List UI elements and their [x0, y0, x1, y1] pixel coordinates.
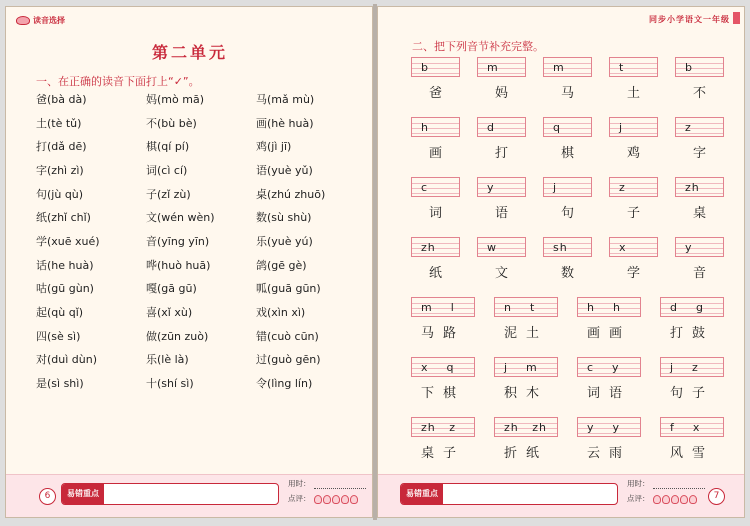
hanzi-label: 文: [494, 266, 508, 281]
pinyin-writing-box[interactable]: j m: [494, 357, 558, 377]
apple-icon: [314, 495, 322, 504]
choice-item[interactable]: 句(jù qù): [36, 187, 84, 201]
choice-item[interactable]: 画(hè huà): [256, 116, 314, 130]
pinyin-writing-box[interactable]: zh zh: [494, 417, 558, 437]
syllable-item: [609, 117, 658, 161]
pinyin-writing-box[interactable]: h: [411, 117, 460, 137]
choice-row: [36, 277, 356, 301]
page-number: 6: [39, 488, 56, 505]
syllable-item: [609, 237, 658, 281]
hanzi-label: 下棋: [420, 386, 465, 401]
syllable-item: [675, 117, 724, 161]
choice-item[interactable]: 数(sù shù): [256, 211, 312, 225]
syllable-row: [411, 357, 736, 417]
choice-item[interactable]: 文(wén wèn): [146, 211, 215, 225]
hanzi-label: 桌子: [420, 446, 465, 461]
choice-item[interactable]: 字(zhì zì): [36, 163, 84, 177]
choice-item[interactable]: 打(dǎ dē): [36, 140, 87, 154]
hanzi-label: 句子: [669, 386, 714, 401]
right-page: [377, 6, 745, 518]
pinyin-writing-box[interactable]: zh: [675, 177, 724, 197]
pinyin-writing-box[interactable]: w: [477, 237, 526, 257]
choice-row: [36, 111, 356, 135]
pinyin-writing-box[interactable]: c y: [577, 357, 641, 377]
choice-item[interactable]: 土(tè tǔ): [36, 116, 82, 130]
choice-item[interactable]: 嘎(gā gū): [146, 282, 197, 296]
brand-header: [16, 15, 65, 26]
syllable-row: [411, 57, 736, 117]
hanzi-label: 词语: [586, 386, 631, 401]
error-notes-box[interactable]: [61, 483, 279, 505]
hanzi-label: 土: [626, 86, 640, 101]
syllable-row: [411, 237, 736, 297]
choice-item[interactable]: 语(yuè yǔ): [256, 163, 313, 177]
hanzi-label: 积木: [503, 386, 548, 401]
hanzi-label: 爸: [428, 86, 442, 101]
syllable-item: [411, 417, 475, 461]
section-title-2: 二、把下列音节补充完整。: [412, 40, 544, 53]
choice-item[interactable]: 妈(mò mā): [146, 92, 204, 106]
syllable-item: [543, 237, 592, 281]
syllable-item: [543, 177, 592, 221]
pinyin-writing-box[interactable]: t: [609, 57, 658, 77]
choice-item[interactable]: 不(bù bè): [146, 116, 197, 130]
pinyin-writing-box[interactable]: m l: [411, 297, 475, 317]
choice-item[interactable]: 十(shí sì): [146, 377, 194, 391]
syllable-item: [543, 57, 592, 101]
choice-item[interactable]: 音(yīng yīn): [146, 234, 210, 248]
hanzi-label: 鸡: [626, 146, 640, 161]
syllable-item: [477, 57, 526, 101]
pinyin-writing-box[interactable]: x: [609, 237, 658, 257]
syllable-item: [543, 117, 592, 161]
pinyin-writing-box[interactable]: n t: [494, 297, 558, 317]
page-number: 7: [708, 488, 725, 505]
choice-row: [36, 300, 356, 324]
choice-item[interactable]: 是(sì shì): [36, 377, 84, 391]
pinyin-writing-box[interactable]: y: [477, 177, 526, 197]
syllable-item: [675, 237, 724, 281]
hanzi-label: 马路: [420, 326, 465, 341]
pinyin-writing-box[interactable]: b: [675, 57, 724, 77]
choice-item[interactable]: 鸽(gē gè): [256, 258, 307, 272]
series-title: 同步小学语文一年级: [649, 15, 730, 24]
choice-item[interactable]: 词(cì cí): [146, 163, 188, 177]
syllable-row: [411, 177, 736, 237]
hanzi-label: 词: [428, 206, 442, 221]
choice-item[interactable]: 子(zǐ zù): [146, 187, 191, 201]
hanzi-label: 棋: [560, 146, 574, 161]
pinyin-writing-box[interactable]: q: [543, 117, 592, 137]
choice-row: [36, 87, 356, 111]
choice-item[interactable]: 爸(bà dà): [36, 92, 87, 106]
pinyin-writing-box[interactable]: m: [543, 57, 592, 77]
choice-item[interactable]: 令(lìng lín): [256, 377, 313, 391]
syllable-item: [411, 177, 460, 221]
choice-item[interactable]: 哗(huò huā): [146, 258, 211, 272]
hanzi-label: 桌: [692, 206, 706, 221]
hanzi-label: 语: [494, 206, 508, 221]
syllable-item: [660, 357, 724, 401]
choice-item[interactable]: 咕(gū gùn): [36, 282, 94, 296]
error-notes-label: 易错重点: [401, 484, 443, 504]
hanzi-label: 打鼓: [669, 326, 714, 341]
apple-rating[interactable]: [653, 495, 697, 504]
choice-row: [36, 182, 356, 206]
series-tab: [733, 12, 740, 24]
hanzi-label: 子: [626, 206, 640, 221]
left-page: [5, 6, 373, 518]
apple-icon: [350, 495, 358, 504]
choice-item[interactable]: 鸡(jì jī): [256, 140, 292, 154]
unit-title: 第二单元: [151, 43, 228, 62]
time-field: [288, 478, 366, 489]
apple-icon: [680, 495, 688, 504]
hanzi-label: 不: [692, 86, 706, 101]
hanzi-label: 马: [560, 86, 574, 101]
pinyin-writing-box[interactable]: y y: [577, 417, 641, 437]
pinyin-writing-box[interactable]: x q: [411, 357, 475, 377]
time-label: 用时：: [288, 479, 311, 488]
syllable-item: [411, 57, 460, 101]
section-title-1: 一、在正确的读音下面打上“✓”。: [36, 75, 200, 88]
left-footer: [6, 474, 373, 517]
choice-row: [36, 134, 356, 158]
brand-label: 读音选择: [33, 16, 65, 25]
hanzi-label: 句: [560, 206, 574, 221]
choice-item[interactable]: 棋(qí pí): [146, 140, 190, 154]
apple-icon: [662, 495, 670, 504]
syllable-item: [477, 237, 526, 281]
syllable-completion-grid: [411, 57, 736, 477]
pinyin-writing-box[interactable]: sh: [543, 237, 592, 257]
syllable-row: [411, 117, 736, 177]
time-blank[interactable]: [314, 488, 366, 489]
choice-item[interactable]: 话(he huà): [36, 258, 94, 272]
choice-item[interactable]: 桌(zhú zhuō): [256, 187, 326, 201]
hanzi-label: 学: [626, 266, 640, 281]
syllable-item: [660, 417, 724, 461]
choice-item[interactable]: 过(guò gēn): [256, 353, 321, 367]
apple-icon: [689, 495, 697, 504]
choice-item[interactable]: 起(qù qǐ): [36, 306, 84, 320]
time-blank[interactable]: [653, 488, 705, 489]
pinyin-writing-box[interactable]: b: [411, 57, 460, 77]
apple-rating[interactable]: [314, 495, 358, 504]
score-field: [288, 493, 358, 504]
choice-item[interactable]: 四(sè sì): [36, 329, 81, 343]
choice-item[interactable]: 喜(xǐ xù): [146, 306, 193, 320]
apple-icon: [653, 495, 661, 504]
syllable-item: [660, 297, 724, 341]
error-notes-box[interactable]: [400, 483, 618, 505]
apple-icon: [341, 495, 349, 504]
choice-item[interactable]: 做(zūn zuò): [146, 329, 209, 343]
hanzi-label: 折纸: [503, 446, 548, 461]
choice-item[interactable]: 学(xuē xué): [36, 234, 100, 248]
choice-item[interactable]: 纸(zhǐ chǐ): [36, 211, 91, 225]
hanzi-label: 风雪: [669, 446, 714, 461]
choice-row: [36, 253, 356, 277]
hanzi-label: 字: [692, 146, 706, 161]
pinyin-writing-box[interactable]: y: [675, 237, 724, 257]
choice-item[interactable]: 戏(xìn xì): [256, 306, 306, 320]
apple-icon: [323, 495, 331, 504]
choice-item[interactable]: 呱(guā gūn): [256, 282, 321, 296]
syllable-item: [411, 357, 475, 401]
syllable-item: [477, 117, 526, 161]
brand-logo-icon: [16, 16, 30, 25]
hanzi-label: 妈: [494, 86, 508, 101]
hanzi-label: 泥土: [503, 326, 548, 341]
syllable-item: [411, 297, 475, 341]
pinyin-writing-box[interactable]: zh: [411, 237, 460, 257]
choice-item[interactable]: 马(mǎ mù): [256, 92, 315, 106]
choice-row: [36, 158, 356, 182]
choice-row: [36, 348, 356, 372]
syllable-item: [494, 417, 558, 461]
time-label: 用时：: [627, 479, 650, 488]
pinyin-writing-box[interactable]: j: [543, 177, 592, 197]
choice-row: [36, 205, 356, 229]
reading-choice-list: [36, 87, 356, 395]
choice-row: [36, 324, 356, 348]
choice-item[interactable]: 错(cuò cūn): [256, 329, 319, 343]
hanzi-label: 音: [692, 266, 706, 281]
pinyin-writing-box[interactable]: j: [609, 117, 658, 137]
hanzi-label: 打: [494, 146, 508, 161]
hanzi-label: 云雨: [586, 446, 631, 461]
syllable-item: [577, 417, 641, 461]
choice-row: [36, 229, 356, 253]
right-footer: [378, 474, 745, 517]
pinyin-writing-box[interactable]: d: [477, 117, 526, 137]
time-field: [627, 478, 705, 489]
choice-row: [36, 371, 356, 395]
syllable-item: [411, 237, 460, 281]
hanzi-label: 数: [560, 266, 574, 281]
syllable-item: [494, 357, 558, 401]
pinyin-writing-box[interactable]: h h: [577, 297, 641, 317]
hanzi-label: 纸: [428, 266, 442, 281]
apple-icon: [671, 495, 679, 504]
hanzi-label: 画: [428, 146, 442, 161]
syllable-item: [609, 177, 658, 221]
score-label: 点评：: [627, 494, 650, 503]
syllable-item: [609, 57, 658, 101]
syllable-row: [411, 417, 736, 477]
pinyin-writing-box[interactable]: m: [477, 57, 526, 77]
score-label: 点评：: [288, 494, 311, 503]
pinyin-writing-box[interactable]: j z: [660, 357, 724, 377]
pinyin-writing-box[interactable]: f x: [660, 417, 724, 437]
syllable-item: [494, 297, 558, 341]
error-notes-label: 易错重点: [62, 484, 104, 504]
apple-icon: [332, 495, 340, 504]
syllable-item: [675, 57, 724, 101]
choice-item[interactable]: 乐(lè là): [146, 353, 189, 367]
hanzi-label: 画画: [586, 326, 631, 341]
choice-item[interactable]: 对(duì dùn): [36, 353, 98, 367]
syllable-item: [577, 357, 641, 401]
pinyin-writing-box[interactable]: z: [609, 177, 658, 197]
pinyin-writing-box[interactable]: c: [411, 177, 460, 197]
syllable-item: [477, 177, 526, 221]
syllable-row: [411, 297, 736, 357]
score-field: [627, 493, 697, 504]
choice-item[interactable]: 乐(yuè yú): [256, 234, 313, 248]
syllable-item: [675, 177, 724, 221]
pinyin-writing-box[interactable]: zh z: [411, 417, 475, 437]
syllable-item: [577, 297, 641, 341]
pinyin-writing-box[interactable]: d g: [660, 297, 724, 317]
pinyin-writing-box[interactable]: z: [675, 117, 724, 137]
syllable-item: [411, 117, 460, 161]
